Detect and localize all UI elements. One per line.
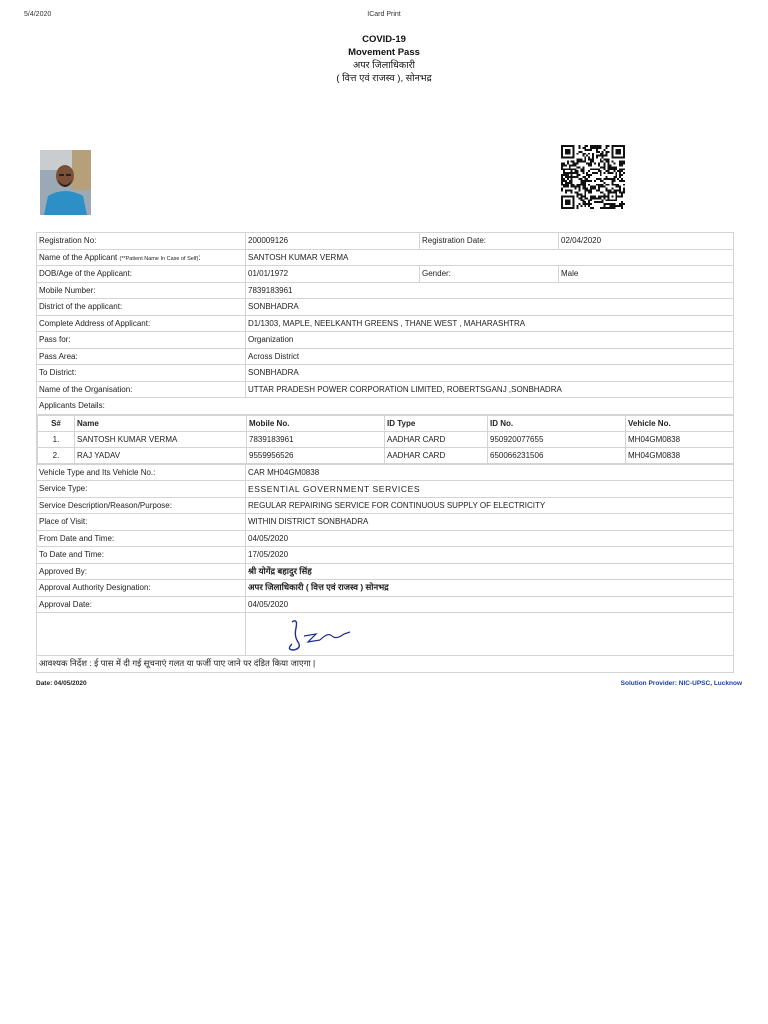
row-to-district	[37, 365, 734, 382]
district-value: SONBHADRA	[246, 299, 734, 316]
authority-value: अपर जिलाधिकारी ( वित्त एवं राजस्व ) सोनभद्र	[246, 580, 734, 597]
applicant-label-text: Name of the Applicant	[39, 252, 118, 262]
address-label: Complete Address of Applicant:	[37, 315, 246, 332]
col-header-id-type: ID Type	[385, 415, 488, 431]
row-service-description	[37, 497, 734, 514]
col-header-mobile: Mobile No.	[247, 415, 385, 431]
reg-no-label: Registration No:	[37, 233, 246, 250]
row-approval-date	[37, 596, 734, 613]
district-label: District of the applicant:	[37, 299, 246, 316]
row-pass-area	[37, 348, 734, 365]
pass-title-block	[0, 33, 768, 85]
applicant-label-note: (**Patient Name In Case of Self)	[119, 255, 199, 262]
row-pass-for	[37, 332, 734, 349]
pass-for-label: Pass for:	[37, 332, 246, 349]
gender-label: Gender:	[420, 266, 559, 283]
row-mobile	[37, 282, 734, 299]
to-date-label: To Date and Time:	[37, 547, 246, 564]
print-date: 5/4/2020	[24, 11, 52, 18]
cell-sno: 1.	[38, 431, 75, 447]
cell-mobile: 7839183961	[247, 431, 385, 447]
applicants-details-label: Applicants Details:	[37, 398, 734, 415]
to-date-value: 17/05/2020	[246, 547, 734, 564]
place-label: Place of Visit:	[37, 514, 246, 531]
table-row	[38, 431, 734, 447]
to-district-value: SONBHADRA	[246, 365, 734, 382]
col-header-sno: S#	[38, 415, 75, 431]
to-district-label: To District:	[37, 365, 246, 382]
footer-provider: Solution Provider: NIC-UPSC, Lucknow	[620, 680, 742, 687]
row-applicants-table	[37, 414, 734, 464]
pass-area-value: Across District	[246, 348, 734, 365]
row-district	[37, 299, 734, 316]
place-value: WITHIN DISTRICT SONBHADRA	[246, 514, 734, 531]
approved-by-label: Approved By:	[37, 563, 246, 580]
signature-blank-cell	[37, 613, 246, 656]
col-header-name: Name	[75, 415, 247, 431]
gender-value: Male	[559, 266, 734, 283]
cell-name: RAJ YADAV	[75, 447, 247, 463]
mobile-label: Mobile Number:	[37, 282, 246, 299]
applicants-table-cell	[37, 414, 734, 464]
applicant-value: SANTOSH KUMAR VERMA	[246, 249, 734, 266]
cell-vehicle: MH04GM0838	[626, 447, 734, 463]
row-address	[37, 315, 734, 332]
approved-by-value: श्री योगेंद्र बहादुर सिंह	[246, 563, 734, 580]
pass-details-table	[36, 232, 734, 673]
cell-id-no: 950920077655	[488, 431, 626, 447]
row-applicants-details	[37, 398, 734, 415]
row-vehicle	[37, 464, 734, 481]
service-description-label: Service Description/Reason/Purpose:	[37, 497, 246, 514]
row-notice	[37, 656, 734, 673]
applicant-photo	[40, 150, 91, 215]
cell-vehicle: MH04GM0838	[626, 431, 734, 447]
pass-title-authority: अपर जिलाधिकारी	[353, 60, 415, 71]
row-dob	[37, 266, 734, 283]
table-row	[38, 447, 734, 463]
signature-image	[276, 614, 386, 654]
mobile-value: 7839183961	[246, 282, 734, 299]
notice-text: आवश्यक निर्देश : ई पास में दी गई सूचनाएं गलत या फर्जी पाए जाने पर दंडित किया जाएगा |	[37, 656, 734, 673]
reg-no-value: 200009126	[246, 233, 420, 250]
pass-title-covid: COVID-19	[362, 34, 406, 45]
row-registration	[37, 233, 734, 250]
applicant-label-colon: :	[198, 252, 201, 262]
address-value: D1/1303, MAPLE, NEELKANTH GREENS , THANE WEST , MAHARASHTRA	[246, 315, 734, 332]
applicants-table	[37, 415, 734, 464]
row-from-date	[37, 530, 734, 547]
cell-id-type: AADHAR CARD	[385, 431, 488, 447]
reg-date-value: 02/04/2020	[559, 233, 734, 250]
pass-area-label: Pass Area:	[37, 348, 246, 365]
col-header-id-no: ID No.	[488, 415, 626, 431]
row-place	[37, 514, 734, 531]
authority-label: Approval Authority Designation:	[37, 580, 246, 597]
cell-mobile: 9559956526	[247, 447, 385, 463]
vehicle-value: CAR MH04GM0838	[246, 464, 734, 481]
dob-value: 01/01/1972	[246, 266, 420, 283]
pass-for-value: Organization	[246, 332, 734, 349]
service-type-value: ESSENTIAL GOVERNMENT SERVICES	[246, 481, 734, 498]
row-applicant	[37, 249, 734, 266]
approval-date-label: Approval Date:	[37, 596, 246, 613]
from-date-label: From Date and Time:	[37, 530, 246, 547]
dob-label: DOB/Age of the Applicant:	[37, 266, 246, 283]
row-service-type	[37, 481, 734, 498]
cell-sno: 2.	[38, 447, 75, 463]
row-approved-by	[37, 563, 734, 580]
signature-cell	[246, 613, 734, 656]
row-organisation	[37, 381, 734, 398]
applicants-header-row	[38, 415, 734, 431]
organisation-value: UTTAR PRADESH POWER CORPORATION LIMITED, ROBERTSGANJ ,SONBHADRA	[246, 381, 734, 398]
applicant-label	[37, 249, 246, 266]
approval-date-value: 04/05/2020	[246, 596, 734, 613]
row-signature	[37, 613, 734, 656]
cell-name: SANTOSH KUMAR VERMA	[75, 431, 247, 447]
service-type-label: Service Type:	[37, 481, 246, 498]
row-to-date	[37, 547, 734, 564]
from-date-value: 04/05/2020	[246, 530, 734, 547]
cell-id-no: 650066231506	[488, 447, 626, 463]
organisation-label: Name of the Organisation:	[37, 381, 246, 398]
cell-id-type: AADHAR CARD	[385, 447, 488, 463]
footer-date: Date: 04/05/2020	[36, 680, 87, 687]
vehicle-label: Vehicle Type and Its Vehicle No.:	[37, 464, 246, 481]
reg-date-label: Registration Date:	[420, 233, 559, 250]
qr-code	[560, 145, 626, 209]
service-description-value: REGULAR REPAIRING SERVICE FOR CONTINUOUS SUPPLY OF ELECTRICITY	[246, 497, 734, 514]
row-authority	[37, 580, 734, 597]
pass-title-department: ( वित्त एवं राजस्व ), सोनभद्र	[336, 73, 432, 84]
col-header-vehicle: Vehicle No.	[626, 415, 734, 431]
print-title: ICard Print	[367, 11, 401, 18]
pass-title-movement: Movement Pass	[348, 47, 420, 58]
